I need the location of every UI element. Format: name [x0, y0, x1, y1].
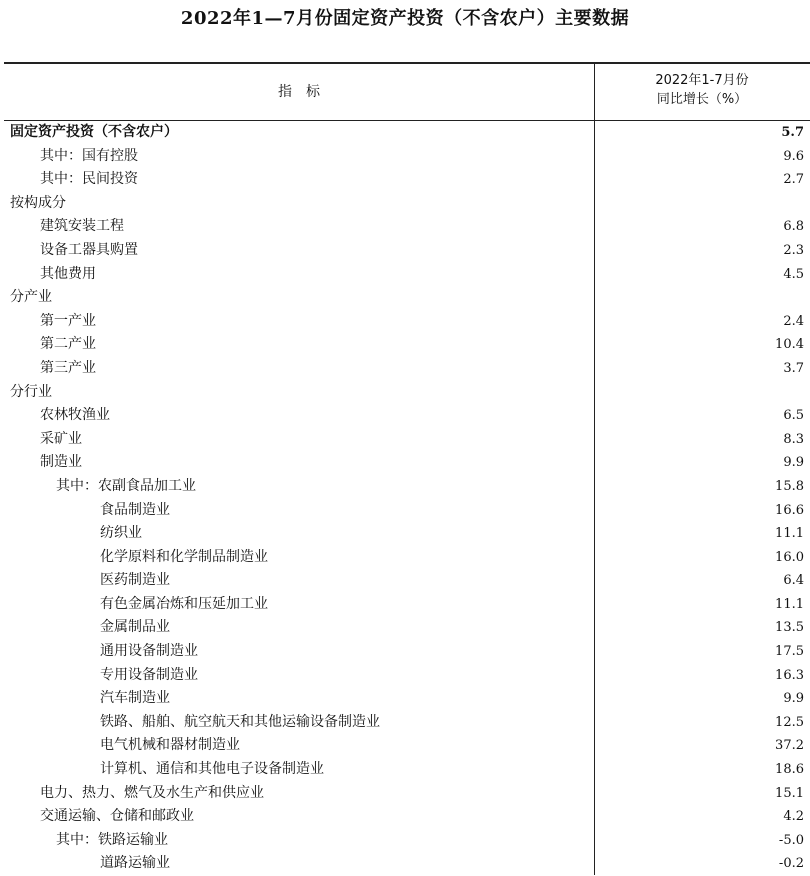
row-label: 金属制品业 — [100, 619, 170, 636]
table-row — [4, 286, 810, 310]
row-label: 其中：民间投资 — [40, 171, 138, 188]
row-label: 按构成分 — [10, 194, 66, 211]
row-label: 有色金属冶炼和压延加工业 — [100, 595, 268, 612]
page-title: 2022年1—7月份固定资产投资（不含农户）主要数据 — [180, 8, 630, 29]
header-value-line1: 2022年1-7月份 — [655, 73, 749, 88]
row-value: 5.7 — [781, 125, 804, 140]
table-row — [4, 239, 810, 263]
table-row — [4, 168, 810, 192]
row-value: 37.2 — [775, 738, 804, 754]
row-value: 18.6 — [775, 762, 804, 778]
row-label: 计算机、通信和其他电子设备制造业 — [100, 761, 324, 778]
table-row — [4, 522, 810, 546]
row-value: 2.7 — [783, 172, 804, 188]
row-label: 通用设备制造业 — [100, 643, 198, 660]
row-value: 16.0 — [775, 549, 804, 565]
table-row — [4, 475, 810, 499]
row-value: 9.6 — [783, 148, 804, 164]
table-row — [4, 734, 810, 758]
row-label: 专用设备制造业 — [100, 666, 198, 683]
row-label: 食品制造业 — [100, 501, 170, 518]
table-row — [4, 192, 810, 216]
table-header — [4, 62, 810, 121]
row-label: 第三产业 — [40, 359, 96, 376]
table-body — [4, 121, 810, 876]
table-row — [4, 782, 810, 806]
row-value: -0.2 — [778, 856, 804, 872]
table-row — [4, 640, 810, 664]
row-value: 3.7 — [783, 360, 804, 376]
row-value: 6.5 — [783, 408, 804, 424]
row-value: 16.3 — [775, 667, 804, 683]
row-value: 10.4 — [775, 337, 804, 353]
row-label: 固定资产投资（不含农户） — [10, 124, 178, 140]
table-row — [4, 711, 810, 735]
row-label: 建筑安装工程 — [40, 218, 124, 235]
row-label: 其中：国有控股 — [40, 147, 138, 164]
row-value: 9.9 — [783, 691, 804, 707]
table-row — [4, 404, 810, 428]
row-value: 2.4 — [783, 313, 804, 329]
row-label: 纺织业 — [100, 525, 142, 542]
row-label: 分产业 — [10, 289, 52, 306]
table-row — [4, 145, 810, 169]
row-label: 电气机械和器材制造业 — [100, 737, 240, 754]
table-row — [4, 121, 810, 145]
row-label: 制造业 — [40, 454, 82, 471]
table-row — [4, 593, 810, 617]
row-value: 15.8 — [775, 478, 804, 494]
row-value: 12.5 — [775, 714, 804, 730]
table-row — [4, 451, 810, 475]
row-value: 17.5 — [775, 644, 804, 660]
header-indicator: 指 标 — [278, 84, 320, 100]
table-row — [4, 215, 810, 239]
row-label: 分行业 — [10, 383, 52, 400]
row-value: 9.9 — [783, 455, 804, 471]
row-label: 第二产业 — [40, 336, 96, 353]
table-row — [4, 357, 810, 381]
row-value: 15.1 — [775, 785, 804, 801]
table-row — [4, 428, 810, 452]
row-value: 4.2 — [783, 809, 804, 825]
header-value-line2: 同比增长（%） — [656, 92, 748, 107]
table-row — [4, 664, 810, 688]
row-label: 化学原料和化学制品制造业 — [100, 548, 268, 565]
row-value: 16.6 — [775, 502, 804, 518]
data-table — [4, 62, 810, 876]
row-label: 采矿业 — [40, 430, 82, 447]
row-label: 交通运输、仓储和邮政业 — [40, 808, 194, 825]
row-label: 农林牧渔业 — [40, 407, 110, 424]
header-value — [594, 71, 810, 109]
table-row — [4, 758, 810, 782]
row-value: 11.1 — [775, 526, 804, 542]
row-label: 医药制造业 — [100, 572, 170, 589]
table-row — [4, 310, 810, 334]
row-value: 13.5 — [775, 620, 804, 636]
row-value: 11.1 — [775, 596, 804, 612]
table-row — [4, 499, 810, 523]
row-label: 第一产业 — [40, 312, 96, 329]
row-value: -5.0 — [778, 832, 804, 848]
table-row — [4, 616, 810, 640]
table-row — [4, 381, 810, 405]
row-label: 道路运输业 — [100, 855, 170, 872]
row-value: 6.4 — [783, 573, 804, 589]
table-row — [4, 546, 810, 570]
row-label: 其他费用 — [40, 265, 96, 282]
table-row — [4, 687, 810, 711]
row-value: 8.3 — [783, 431, 804, 447]
row-label: 其中：农副食品加工业 — [56, 477, 196, 494]
row-label: 其中：铁路运输业 — [56, 831, 168, 848]
row-value: 4.5 — [783, 266, 804, 282]
table-row — [4, 263, 810, 287]
row-value: 6.8 — [783, 219, 804, 235]
row-label: 铁路、船舶、航空航天和其他运输设备制造业 — [100, 713, 380, 730]
row-value: 2.3 — [783, 242, 804, 258]
table-row — [4, 333, 810, 357]
row-label: 设备工器具购置 — [40, 241, 138, 258]
table-row — [4, 569, 810, 593]
table-row — [4, 805, 810, 829]
row-label: 电力、热力、燃气及水生产和供应业 — [40, 784, 264, 801]
row-label: 汽车制造业 — [100, 690, 170, 707]
table-row — [4, 829, 810, 853]
table-row — [4, 852, 810, 876]
